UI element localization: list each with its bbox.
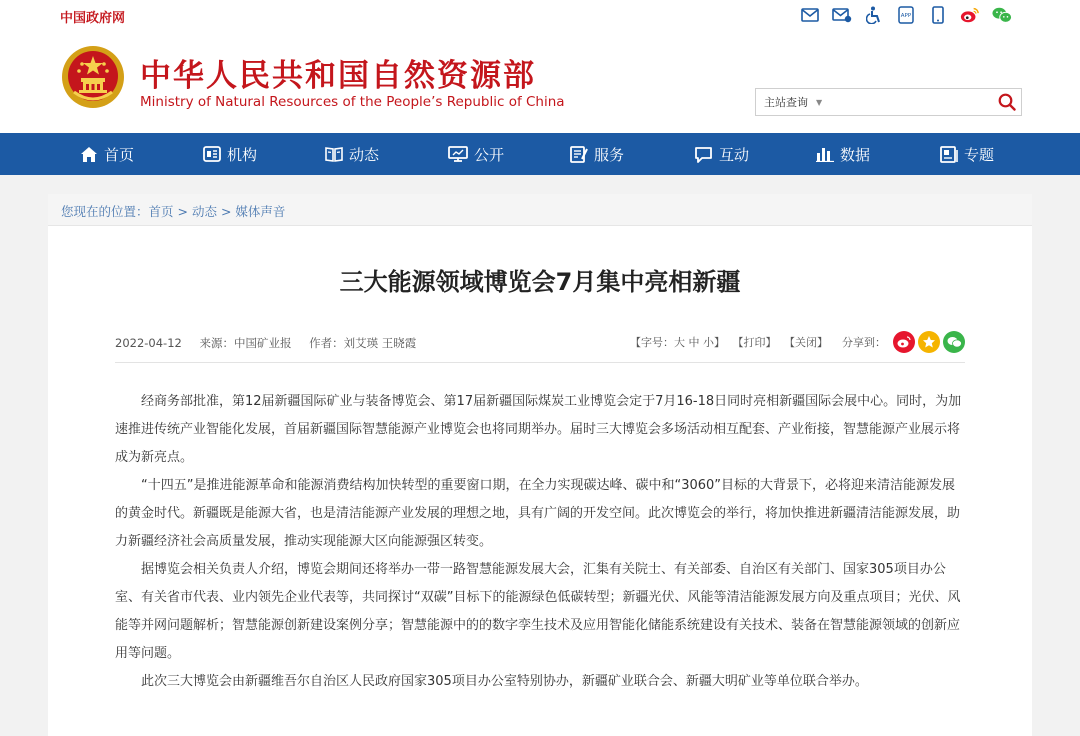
share-label: 分享到： [842,336,886,349]
print-link[interactable]: 【打印】 [732,336,777,349]
nav-interact[interactable] [694,133,749,175]
article-meta [115,327,965,363]
nav-interact-label: 互动 [719,145,750,164]
nav-home[interactable] [80,133,134,175]
news-icon [325,146,343,162]
nav-news-label: 动态 [349,145,380,164]
public-icon [448,146,468,162]
article-meta-info [115,335,430,351]
org-icon [203,146,221,162]
font-size-control[interactable]: 【字号：大 中 小】 [630,336,725,349]
breadcrumb [61,202,285,220]
site-search [755,88,1022,116]
nav-data-label: 数据 [840,145,871,164]
breadcrumb-news[interactable]: 动态 [191,204,217,219]
article-title: 三大能源领域博览会7月集中亮相新疆 [339,268,741,296]
top-bar [0,0,1080,30]
breadcrumb-separator: > [216,204,236,219]
search-icon[interactable] [993,89,1021,115]
nav-public-label: 公开 [474,145,505,164]
article-panel [48,226,1032,736]
search-input[interactable] [844,90,993,114]
topic-icon [940,146,958,163]
share-weibo-icon[interactable] [893,331,915,353]
article-paragraph: “十四五”是推进能源革命和能源消费结构加快转型的重要窗口期，在全力实现碳达峰、碳中和“3060”目标的大背景下，必将迎来清洁能源发展的黄金时代。新疆既是能源大省，也是清洁能源产业发展的理想之地，具有广阔的开发空间。此次博览会的举行，将加快推进新疆清洁能源发展，助力新疆经济社会高质量发展，推动实现能源大区向能源强区转变。 [115,478,961,549]
nav-service[interactable] [570,133,624,175]
article-date: 2022-04-12 [115,336,182,350]
nav-org-label: 机构 [227,145,258,164]
article-paragraph: 据博览会相关负责人介绍，博览会期间还将举办一带一路智慧能源发展大会，汇集有关院士、有关部委、自治区有关部门、国家305项目办公室、有关省市代表、业内领先企业代表等，共同探讨“双碳”目标下的能源绿色低碳转型；新疆光伏、风能等清洁能源发展方向及重点项目；光伏、风能等并网问题解析；智慧能源创新建设案例分享；智慧能源中的的数字孪生技术及应用智能化储能系统建设有关技术、装备在智慧能源领域的创新应用等问题。 [115,562,961,661]
main-nav [0,133,1080,175]
search-scope-select[interactable] [764,94,844,110]
search-scope-value: 主站查询 [764,96,808,109]
nav-home-label: 首页 [104,145,135,164]
breadcrumb-prefix: 您现在的位置： [61,204,149,219]
nav-public[interactable] [448,133,504,175]
site-header [0,30,1080,133]
article-paragraph: 经商务部批准，第12届新疆国际矿业与装备博览会、第17届新疆国际煤炭工业博览会定于7月16-18日同时亮相新疆国际会展中心。同时，为加速推进传统产业智能化发展，首届新疆国际智慧能源产业博览会也将同期举办。届时三大博览会多场活动相互配套、产业衔接，智慧能源产业展示将成为新亮点。 [115,394,962,465]
data-icon [816,146,834,162]
breadcrumb-media[interactable]: 媒体声音 [235,204,286,219]
nav-data[interactable] [816,133,870,175]
nav-news[interactable] [325,133,379,175]
article-paragraph: 此次三大博览会由新疆维吾尔自治区人民政府国家305项目办公室特别协办，新疆矿业联合会、新疆大明矿业等单位联合举办。 [141,674,868,689]
top-icon-group [800,6,1024,24]
svg-text:APP: APP [900,13,912,19]
close-link[interactable]: 【关闭】 [784,336,828,349]
breadcrumb-separator: > [173,204,192,219]
app-icon[interactable] [896,6,916,24]
nav-topic-label: 专题 [964,145,995,164]
national-emblem-logo[interactable] [60,44,126,110]
chat-icon [694,146,713,163]
article-source: 来源：中国矿业报 [199,336,292,350]
mail-icon[interactable] [800,6,820,24]
share-wechat-icon[interactable] [943,331,965,353]
article-tools [626,331,965,353]
wechat-icon[interactable] [992,6,1012,24]
breadcrumb-home[interactable]: 首页 [148,204,174,219]
nav-service-label: 服务 [594,145,625,164]
nav-org[interactable] [203,133,257,175]
article-body [115,388,967,696]
service-icon [570,145,588,163]
article-author: 作者：刘艾瑛 王晓霞 [309,336,417,350]
site-title-en: Ministry of Natural Resources of the People’s Republic of China [140,94,565,110]
breadcrumb-bar [48,194,1032,226]
home-icon [80,146,98,163]
mobile-icon[interactable] [928,6,948,24]
share-qzone-icon[interactable] [918,331,940,353]
site-title-cn: 中华人民共和国自然资源部 [140,58,536,94]
mail-reply-icon[interactable] [832,6,852,24]
weibo-icon[interactable] [960,6,980,24]
accessibility-icon[interactable] [864,6,884,24]
nav-topic[interactable] [940,133,994,175]
gov-portal-link[interactable]: 中国政府网 [60,11,126,26]
chevron-down-icon: ▼ [816,97,823,107]
